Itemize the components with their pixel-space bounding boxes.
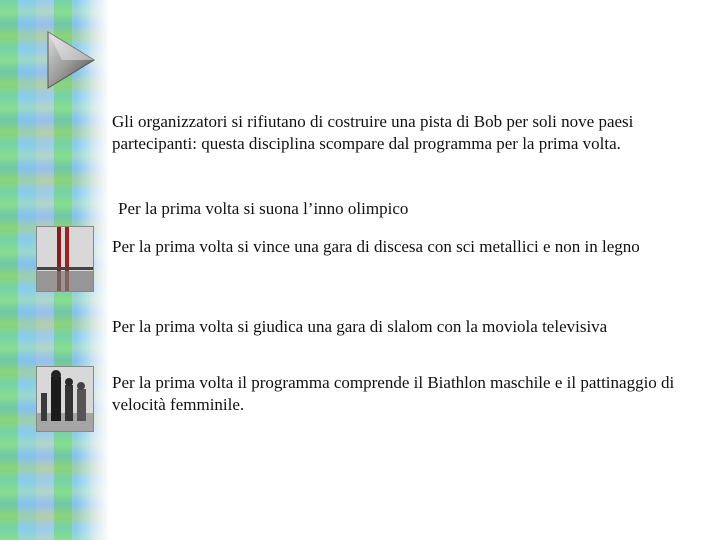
ceremony-photo	[36, 366, 94, 432]
ski-equipment-photo	[36, 226, 94, 292]
paragraph-metal-skis: Per la prima volta si vince una gara di discesa con sci metallici e non in legno	[112, 237, 640, 256]
paragraph-biathlon: Per la prima volta il programma comprende il Biathlon maschile e il pattinaggio di velocità femminile.	[112, 373, 675, 414]
paragraph-bob: Gli organizzatori si rifiutano di costruire una pista di Bob per soli nove paesi partecipanti: questa disciplina scompare dal programma per la prima volta.	[112, 112, 634, 153]
play-arrow-icon[interactable]	[44, 30, 96, 90]
paragraph-olympic-anthem: Per la prima volta si suona l’inno olimpico	[118, 199, 409, 218]
paragraph-slalom-replay: Per la prima volta si giudica una gara di slalom con la moviola televisiva	[112, 317, 608, 336]
